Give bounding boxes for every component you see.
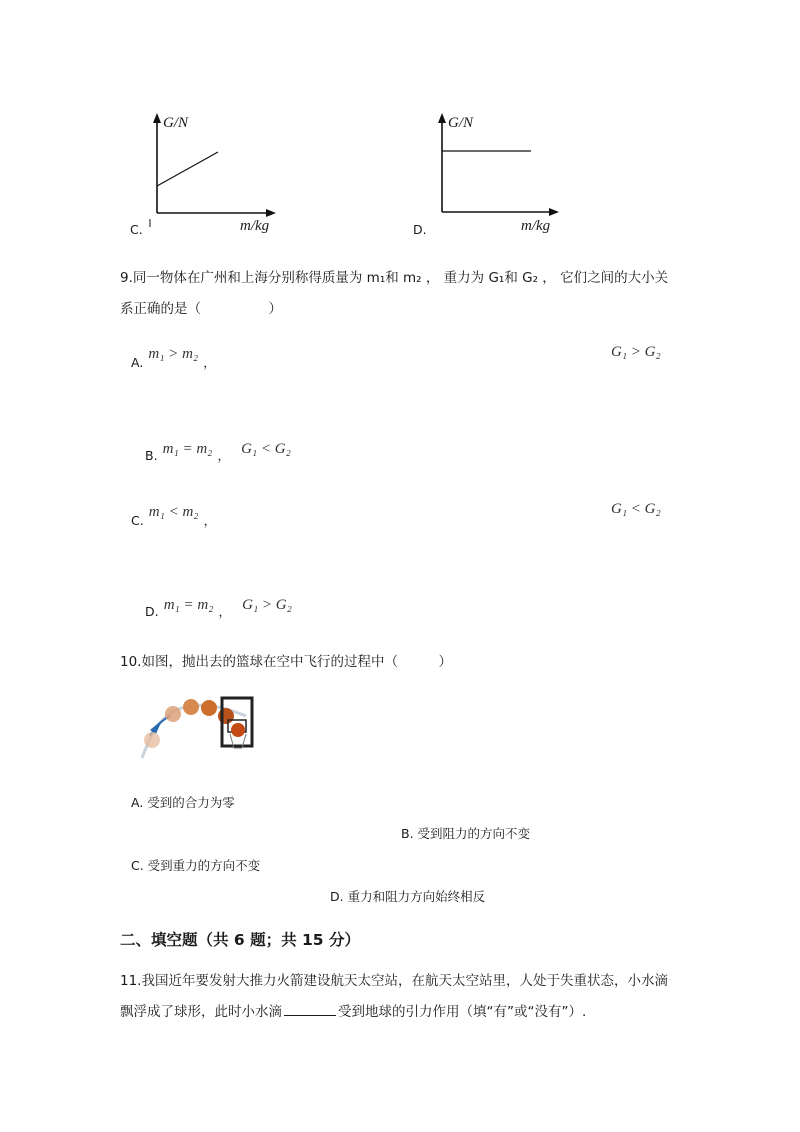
q10-option-d[interactable]: D. 重力和阻力方向始终相反	[330, 889, 486, 904]
q11-line1: 11.我国近年要发射大推力火箭建设航天太空站，在航天太空站里，人处于失重状态，小水滴	[120, 973, 668, 989]
graph-d-x-axis-label: m/kg	[521, 218, 551, 234]
q10-option-b[interactable]: B. 受到阻力的方向不变	[401, 826, 531, 841]
graph-d-y-axis-label: G/N	[448, 115, 474, 131]
q11-line2-end: 受到地球的引力作用（填“有”或“没有”）.	[338, 1004, 587, 1020]
q9-option-a-gravity: G₁ > G₂	[611, 344, 661, 360]
q9-option-d-gravity: G₁ > G₂	[242, 597, 292, 613]
q9-option-c-sep: ，	[203, 513, 217, 528]
graph-c	[130, 110, 290, 240]
basketball-illustration	[136, 690, 256, 762]
q9-option-d[interactable]	[145, 594, 292, 619]
q9-option-c[interactable]	[131, 501, 217, 528]
q9-option-b-label: B.	[145, 448, 158, 463]
q9-option-a-mass: m₁ > m₂	[148, 346, 199, 362]
q9-option-c-mass: m₁ < m₂	[148, 504, 199, 520]
graph-c-x-axis-label: m/kg	[240, 218, 270, 234]
q9-option-a-label: A.	[131, 355, 144, 370]
q9-option-b-gravity: G₁ < G₂	[241, 441, 291, 457]
q9-option-a-sep: ，	[203, 355, 216, 370]
q10-option-a[interactable]: A. 受到的合力为零	[131, 795, 235, 810]
graph-d	[413, 110, 573, 240]
q9-option-c-label: C.	[131, 513, 144, 528]
graph-d-label: D.	[413, 222, 427, 237]
q9-option-c-gravity: G₁ < G₂	[611, 501, 661, 517]
graph-c-y-axis-label: G/N	[163, 115, 189, 131]
q11-line2	[120, 1000, 586, 1020]
q11-answer-blank[interactable]	[284, 1002, 336, 1016]
q9-option-b-mass: m₁ = m₂	[162, 441, 213, 457]
q9-text-line2: 系正确的是（ ）	[120, 301, 282, 317]
q9-option-b-sep: ，	[217, 448, 230, 463]
q10-text: 10.如图，抛出去的篮球在空中飞行的过程中（ ）	[120, 654, 452, 670]
q9-option-a[interactable]	[131, 343, 216, 370]
graph-c-label: C.	[130, 222, 143, 237]
q10-option-c[interactable]: C. 受到重力的方向不变	[131, 858, 261, 873]
q9-option-d-label: D.	[145, 604, 159, 619]
q9-option-d-mass: m₁ = m₂	[163, 597, 214, 613]
q11-line2-start: 飘浮成了球形，此时小水滴	[120, 1004, 282, 1020]
q9-option-b[interactable]	[145, 438, 291, 463]
graph-c-line	[157, 152, 218, 186]
q9-text-line1: 9.同一物体在广州和上海分别称得质量为 m₁和 m₂ ， 重力为 G₁和 G₂ ， 它们之间的大小关	[120, 270, 669, 286]
q9-option-d-sep: ，	[218, 604, 232, 619]
section2-title: 二、填空题（共 6 题；共 15 分）	[120, 931, 360, 949]
